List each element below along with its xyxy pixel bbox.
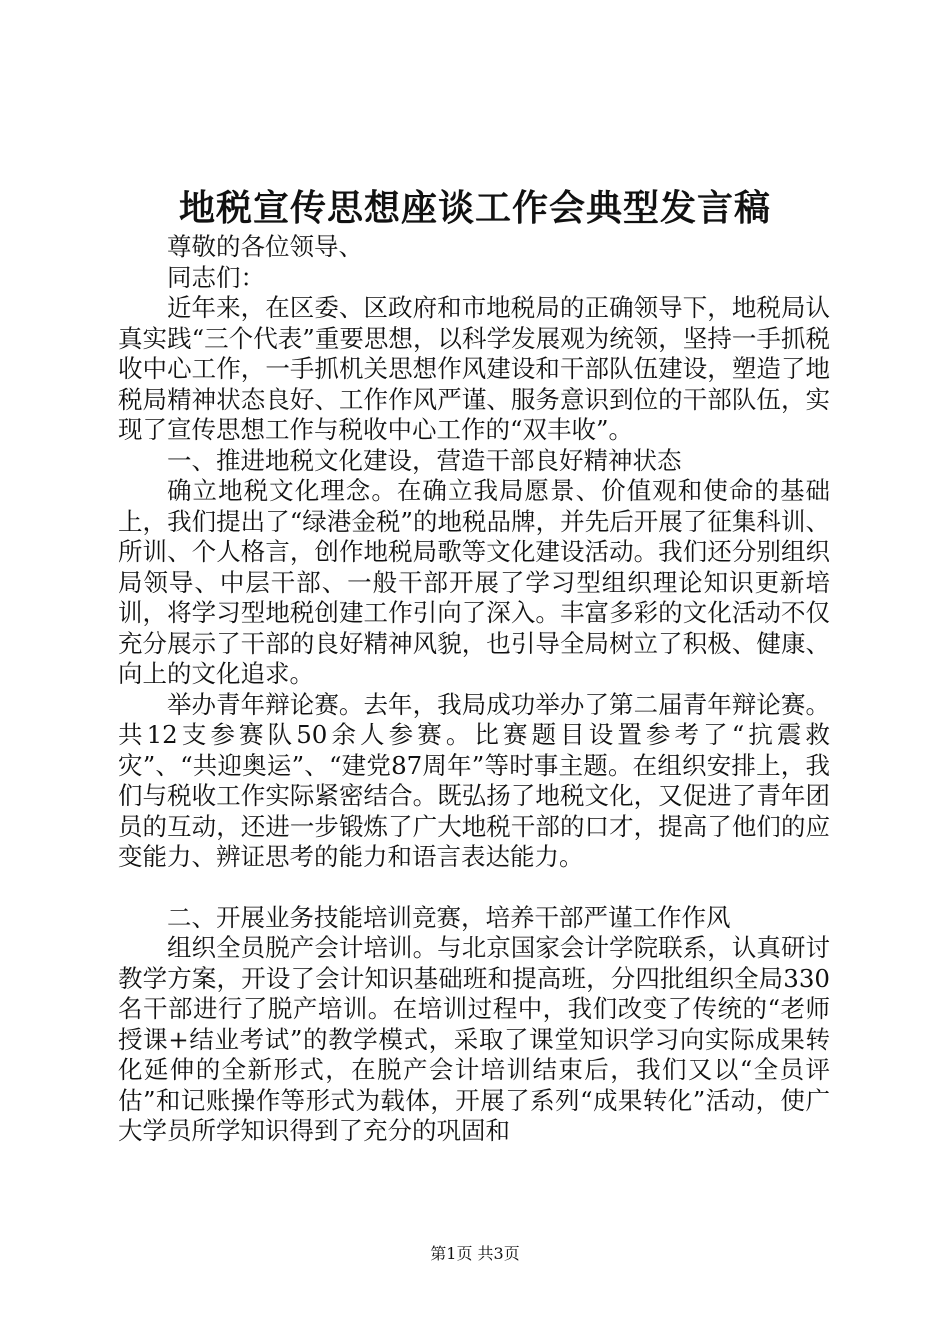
body-paragraph: 组织全员脱产会计培训。与北京国家会计学院联系，认真研讨教学方案，开设了会计知识基础班和提高班，分四批组织全局330名干部进行了脱产培训。在培训过程中，我们改变了传统的“老师授课+结业考试”的教学模式，采取了课堂知识学习向实际成果转化延伸的全新形式，在脱产会计培训结束后，我们又以“全员评估”和记账操作等形式为载体，开展了系列“成果转化”活动，使广大学员所学知识得到了充分的巩固和	[118, 933, 830, 1145]
body-paragraph: 近年来，在区委、区政府和市地税局的正确领导下，地税局认真实践“三个代表”重要思想，以科学发展观为统领，坚持一手抓税收中心工作，一手抓机关思想作风建设和干部队伍建设，塑造了地税局精神状态良好、工作作风严谨、服务意识到位的干部队伍，实现了宣传思想工作与税收中心工作的“双丰收”。	[118, 293, 830, 444]
document-title: 地税宣传思想座谈工作会典型发言稿	[178, 187, 771, 229]
body-paragraph: 确立地税文化理念。在确立我局愿景、价值观和使命的基础上，我们提出了“绿港金税”的地税品牌，并先后开展了征集科训、所训、个人格言，创作地税局歌等文化建设活动。我们还分别组织局领导、中层干部、一般干部开展了学习型组织理论知识更新培训，将学习型地税创建工作引向了深入。丰富多彩的文化活动不仅充分展示了干部的良好精神风貌，也引导全局树立了积极、健康、向上的文化追求。	[118, 476, 830, 688]
document-body	[118, 232, 830, 1147]
section-heading: 一、推进地税文化建设，营造干部良好精神状态	[167, 445, 682, 475]
body-paragraph: 举办青年辩论赛。去年，我局成功举办了第二届青年辩论赛。共12支参赛队50余人参赛。比赛题目设置参考了“抗震救灾”、“共迎奥运”、“建党87周年”等时事主题。在组织安排上，我们与税收工作实际紧密结合。既弘扬了地税文化，又促进了青年团员的互动，还进一步锻炼了广大地税干部的口才，提高了他们的应变能力、辨证思考的能力和语言表达能力。	[118, 689, 830, 871]
page-footer: 第1页 共3页	[430, 1244, 520, 1263]
salutation-line: 同志们：	[167, 262, 265, 292]
section-heading: 二、开展业务技能培训竞赛，培养干部严谨工作作风	[167, 902, 731, 932]
salutation-line: 尊敬的各位领导、	[167, 232, 363, 261]
paragraph-spacer	[118, 873, 830, 903]
